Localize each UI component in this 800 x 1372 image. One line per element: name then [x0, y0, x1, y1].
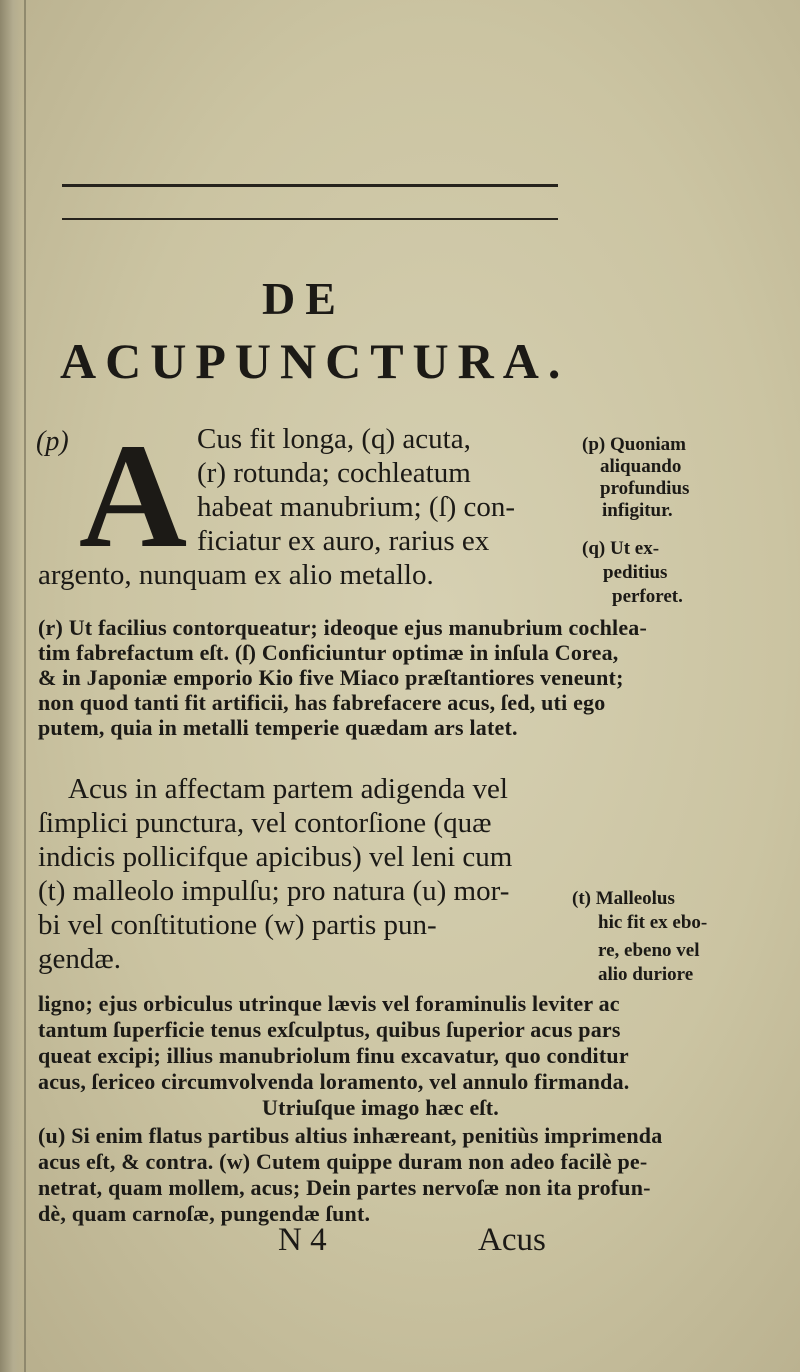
para2-line: ſimplici punctura, vel contorſione (quæ	[38, 807, 492, 839]
margin2-line: re, ebeno vel	[598, 940, 700, 961]
note2-line: acus eſt, & contra. (w) Cutem quippe duram non adeo facilè pe-	[38, 1149, 648, 1174]
page-edge-line	[24, 0, 26, 1372]
note2-line: ligno; ejus orbiculus utrinque lævis vel foraminulis leviter ac	[38, 991, 620, 1016]
note1-line: & in Japoniæ emporio Kio five Miaco præſtantiores veneunt;	[38, 665, 624, 690]
margin1-line: aliquando	[600, 456, 682, 477]
note1-line: putem, quia in metalli temperie quædam ars latet.	[38, 715, 518, 740]
note1-line: (r) Ut facilius contorqueatur; ideoque ejus manubrium cochlea-	[38, 615, 648, 640]
para2-line: indicis pollicifque apicibus) vel leni cum	[38, 841, 513, 873]
para1-line: (r) rotunda; cochleatum	[197, 457, 471, 489]
note2-line: acus, ſericeo circumvolvenda loramento, vel annulo firmanda.	[38, 1069, 630, 1094]
para1-line: habeat manubrium; (ſ) con-	[197, 491, 516, 523]
ornament-rule-thick	[62, 184, 558, 187]
heading-title: ACUPUNCTURA.	[60, 333, 570, 389]
drop-cap-glyph: A	[78, 424, 188, 552]
note1-line: tim fabrefactum eſt. (ſ) Conficiuntur optimæ in inſula Corea,	[38, 640, 619, 665]
note1-line: non quod tanti fit artificii, has fabrefacere acus, ſed, uti ego	[38, 690, 606, 715]
para2-line: (t) malleolo impulſu; pro natura (u) mor-	[38, 875, 510, 907]
note2-line: (u) Si enim flatus partibus altius inhæreant, penitiùs imprimenda	[38, 1123, 663, 1148]
margin1-line: (q) Ut ex-	[582, 538, 660, 559]
catchword: Acus	[478, 1222, 546, 1258]
margin1-line: infigitur.	[602, 500, 673, 521]
margin1-line: (p) Quoniam	[582, 434, 686, 455]
page-binding-edge	[0, 0, 22, 1372]
para1-line: argento, nunquam ex alio metallo.	[38, 559, 434, 591]
margin1-line: peditius	[603, 562, 668, 583]
drop-cap-letter	[78, 424, 188, 552]
margin1-line: perforet.	[612, 586, 683, 607]
para1-line: Cus fit longa, (q) acuta,	[197, 423, 471, 455]
note2-line: netrat, quam mollem, acus; Dein partes nervoſæ non ita profun-	[38, 1175, 651, 1200]
para2-line: gendæ.	[38, 943, 121, 975]
margin1-line: profundius	[600, 478, 690, 499]
note2-line: dè, quam carnoſæ, pungendæ ſunt.	[38, 1201, 371, 1226]
signature-mark: N 4	[278, 1222, 327, 1258]
margin2-line: hic fit ex ebo-	[598, 912, 708, 933]
note2-line: tantum ſuperficie tenus exſculptus, quibus ſuperior acus pars	[38, 1017, 621, 1042]
note2-line: Utriuſque imago hæc eſt.	[262, 1095, 500, 1120]
para2-line: Acus in affectam partem adigenda vel	[68, 773, 508, 805]
heading-de: DE	[262, 273, 346, 324]
ornament-rule-thin	[62, 218, 558, 220]
para1-line: ficiatur ex auro, rarius ex	[197, 525, 490, 557]
footnote-marker-p: (p)	[36, 426, 69, 457]
margin2-line: alio duriore	[598, 964, 694, 985]
para2-line: bi vel conſtitutione (w) partis pun-	[38, 909, 437, 941]
note2-line: queat excipi; illius manubriolum finu excavatur, quo conditur	[38, 1043, 629, 1068]
margin2-line: (t) Malleolus	[572, 888, 675, 909]
